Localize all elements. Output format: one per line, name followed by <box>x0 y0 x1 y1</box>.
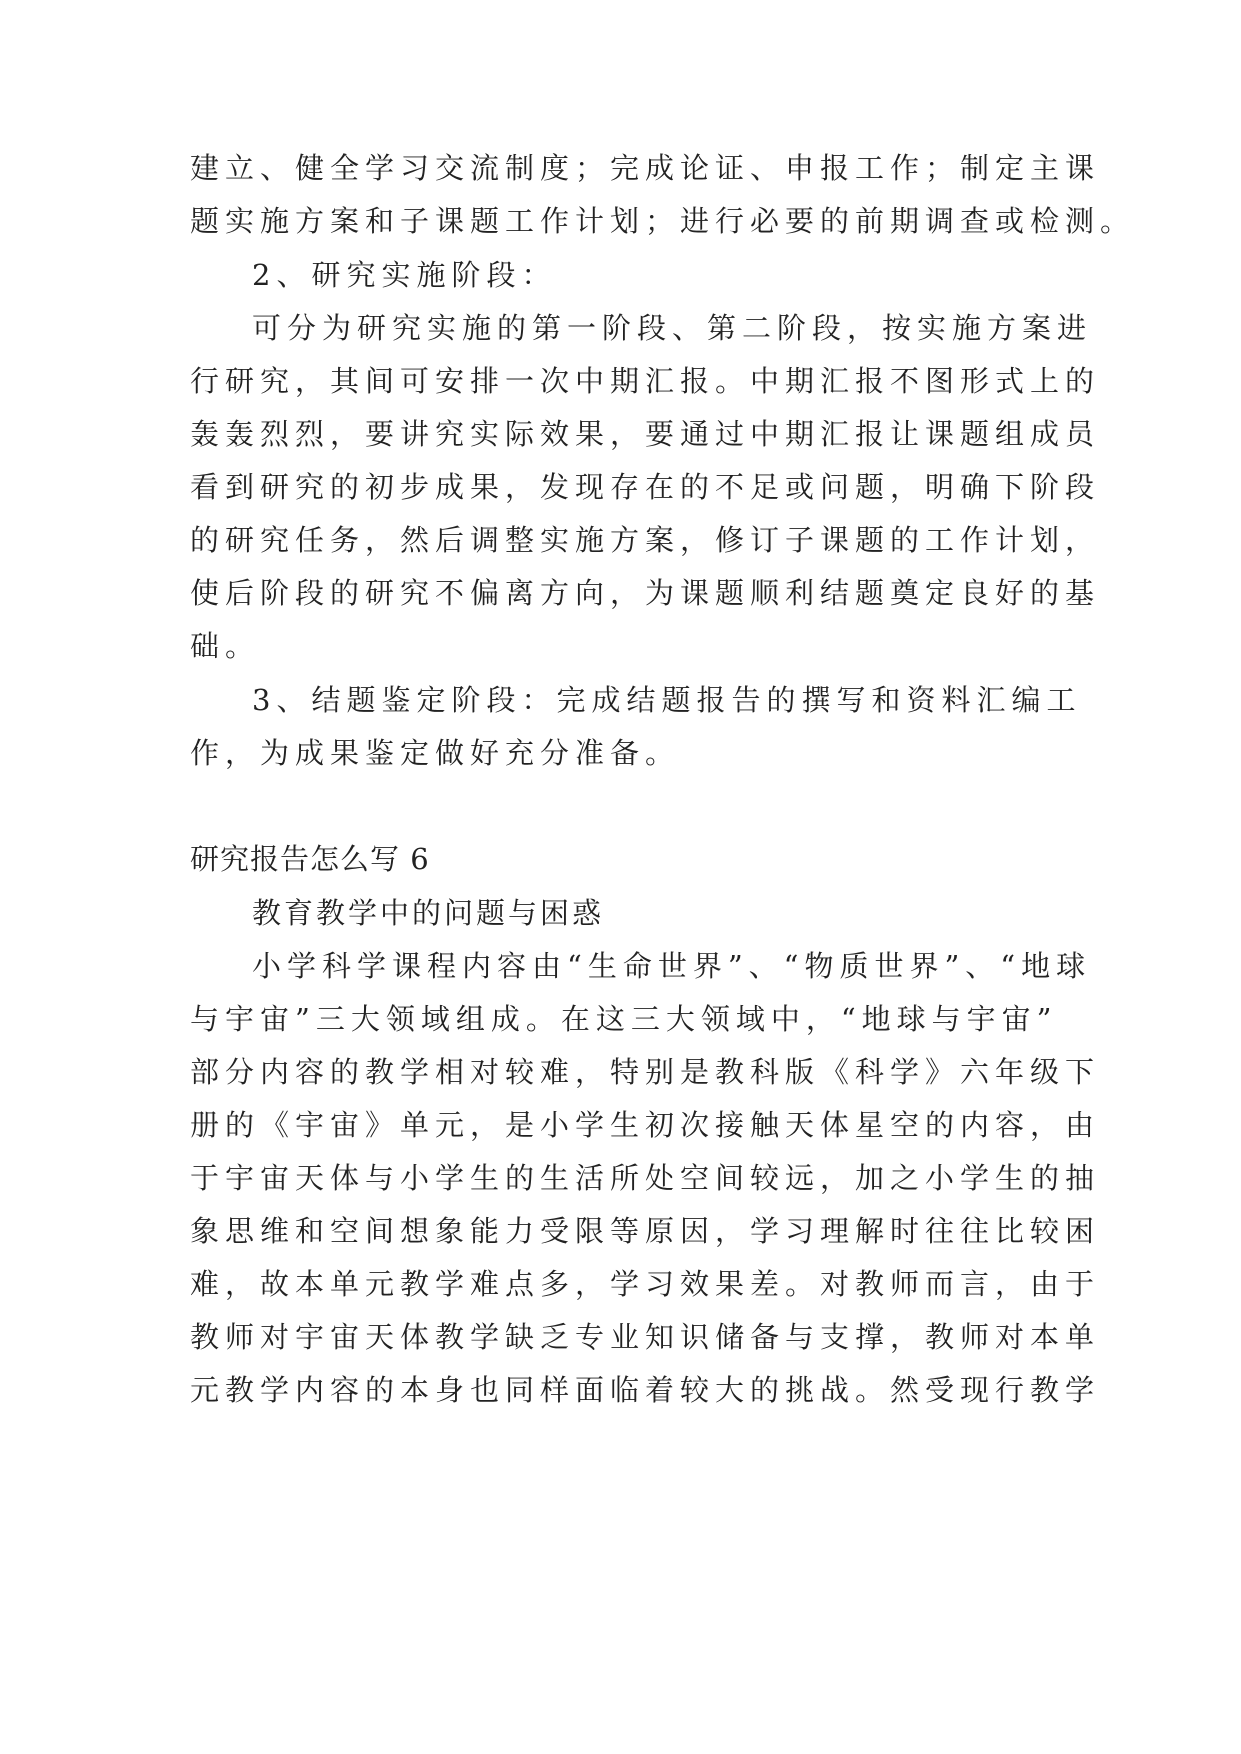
paragraph-line: 与宇宙”三大领域组成。在这三大领域中，“地球与宇宙” <box>190 1002 1058 1036</box>
section-subheading: 教育教学中的问题与困惑 <box>252 896 605 930</box>
paragraph-line: 于宇宙天体与小学生的生活所处空间较远，加之小学生的抽 <box>190 1161 1101 1195</box>
paragraph-line: 础。 <box>190 629 261 663</box>
paragraph-line: 行研究，其间可安排一次中期汇报。中期汇报不图形式上的 <box>190 364 1101 398</box>
paragraph-line: 部分内容的教学相对较难，特别是教科版《科学》六年级下 <box>190 1055 1101 1089</box>
paragraph-line: 元教学内容的本身也同样面临着较大的挑战。然受现行教学 <box>190 1373 1101 1407</box>
paragraph-line: 作，为成果鉴定做好充分准备。 <box>190 736 681 770</box>
paragraph-line: 3、结题鉴定阶段：完成结题报告的撰写和资料汇编工 <box>252 683 1082 717</box>
paragraph-line: 可分为研究实施的第一阶段、第二阶段，按实施方案进 <box>252 311 1093 345</box>
paragraph-line: 的研究任务，然后调整实施方案，修订子课题的工作计划， <box>190 523 1101 557</box>
paragraph-line: 轰轰烈烈，要讲究实际效果，要通过中期汇报让课题组成员 <box>190 417 1101 451</box>
paragraph-line: 建立、健全学习交流制度；完成论证、申报工作；制定主课 <box>190 151 1101 185</box>
paragraph-line: 看到研究的初步成果，发现存在的不足或问题，明确下阶段 <box>190 470 1101 504</box>
list-item-title: 2、研究实施阶段： <box>252 258 557 292</box>
paragraph-line: 使后阶段的研究不偏离方向，为课题顺利结题奠定良好的基 <box>190 576 1101 610</box>
section-heading: 研究报告怎么写 6 <box>190 842 430 876</box>
paragraph-line: 题实施方案和子课题工作计划；进行必要的前期调查或检测。 <box>190 204 1136 238</box>
paragraph-line: 教师对宇宙天体教学缺乏专业知识储备与支撑，教师对本单 <box>190 1320 1101 1354</box>
paragraph-line: 册的《宇宙》单元，是小学生初次接触天体星空的内容，由 <box>190 1108 1101 1142</box>
paragraph-line: 小学科学课程内容由“生命世界”、“物质世界”、“地球 <box>252 949 1092 983</box>
paragraph-line: 难，故本单元教学难点多，学习效果差。对教师而言，由于 <box>190 1267 1101 1301</box>
paragraph-line: 象思维和空间想象能力受限等原因，学习理解时往往比较困 <box>190 1214 1101 1248</box>
